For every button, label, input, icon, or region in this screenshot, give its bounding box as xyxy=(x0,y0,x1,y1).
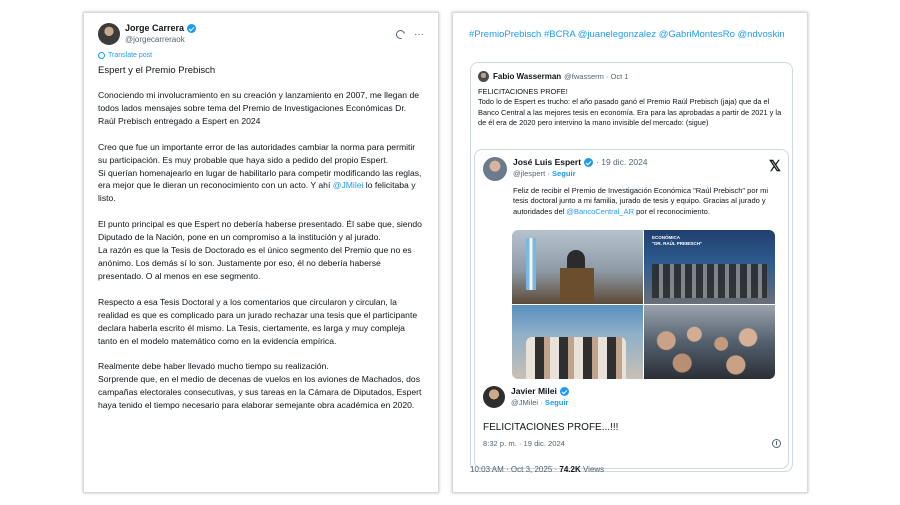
embedded-header xyxy=(475,150,788,181)
more-options-icon[interactable]: ··· xyxy=(414,28,424,40)
embedded-text-main: Feliz de recibir el Premio de Investigación Económica "Raúl Prebisch" por mi tesis doctoral junto a mi familia, jurado de tesis y equipo. Gracias al jurado y autoridades del xyxy=(513,186,769,216)
embedded-name-row xyxy=(513,157,648,168)
author-handle[interactable]: @jorgecarreraok xyxy=(125,35,185,44)
family-row xyxy=(526,337,626,379)
photo-family[interactable] xyxy=(512,305,643,379)
paragraph-2-text: Creo que fue un importante error de las autoridades cambiar la norma para permitir su participación. Es muy probable que haya sido a pedido del propio Espert. Si querían homenajearlo en lugar de habilitarlo para competir modificando las reglas, era mejor que le dieran un reconocimiento con un acto. Y ahí xyxy=(98,141,422,191)
header-actions xyxy=(396,29,424,40)
hashtags-mentions[interactable]: #PremioPrebisch #BCRA @juanelegonzalez @GabriMontesRo @ndvoskin xyxy=(469,29,785,40)
quote-meta: @fwasserm · Oct 1 xyxy=(564,72,629,81)
embedded-avatar[interactable] xyxy=(483,157,507,181)
group-row xyxy=(652,264,767,298)
mention-jmilei-link[interactable]: @JMilei xyxy=(332,180,364,191)
reply-name-row xyxy=(511,386,569,397)
reply-time[interactable]: 8:32 p. m. · 19 dic. 2024 xyxy=(483,439,565,448)
reply-handle[interactable]: @JMilei xyxy=(511,398,539,407)
author-name-row[interactable] xyxy=(125,23,196,34)
paragraph-2 xyxy=(98,141,424,206)
views-label: Views xyxy=(580,465,605,474)
post-title: Espert y el Premio Prebisch xyxy=(98,65,216,76)
translate-icon xyxy=(98,52,105,59)
info-icon[interactable] xyxy=(772,439,781,448)
reply-javier-milei xyxy=(483,386,781,448)
reply-time-row xyxy=(483,439,781,448)
verified-badge-icon xyxy=(187,24,196,33)
x-logo-icon[interactable]: 𝕏 xyxy=(768,158,781,175)
embedded-handle-row: @jlespert · Seguir xyxy=(513,169,576,178)
verified-badge-icon xyxy=(584,158,593,167)
follow-button[interactable]: Seguir xyxy=(551,169,576,178)
embedded-author-name[interactable]: José Luis Espert xyxy=(513,157,582,167)
quoted-post-fabio-wasserman[interactable] xyxy=(470,62,793,472)
photo-podium[interactable] xyxy=(512,230,643,304)
post-jorge-carrera xyxy=(83,12,439,493)
photo-grid xyxy=(512,230,775,379)
mention-bancocentral-link[interactable]: @BancoCentral_AR xyxy=(566,206,635,216)
reply-author-block xyxy=(511,386,569,408)
photo-banner-text: ECONÓMICA "DR. RAÚL PREBISCH" xyxy=(652,235,703,246)
paragraph-3: El punto principal es que Espert no debería haberse presentado. Él sabe que, siendo Diputado de la Nación, pone en un compromiso a la institución y al jurado. La razón es que la Tesis de Doctorado es el único segmento del Premio que no es anónimo. Los demás sí lo son. Justamente por eso, él no debería haberse presentado. O al menos en ese segmento. xyxy=(98,219,422,281)
quote-author-name[interactable]: Fabio Wasserman xyxy=(493,72,562,81)
post-body xyxy=(98,89,424,412)
paragraph-1: Conociendo mi involucramiento en su creación y lanzamiento en 2007, me llegan de todos lados mensajes sobre tema del Premio de Investigaciones Económicas Dr. Raúl Prebisch entregado a Espert en 2024 xyxy=(98,90,420,126)
post-header xyxy=(98,22,424,46)
grok-icon[interactable] xyxy=(394,28,406,40)
argentina-flag xyxy=(526,238,536,290)
reply-handle-row: @JMilei · Seguir xyxy=(511,398,569,407)
author-name[interactable]: Jorge Carrera xyxy=(125,23,185,33)
embedded-post-jose-luis-espert[interactable] xyxy=(474,149,789,469)
views-count: 74.2K xyxy=(559,465,581,474)
photo-selfie[interactable] xyxy=(644,305,775,379)
avatar[interactable] xyxy=(98,23,120,45)
translate-post-link[interactable] xyxy=(98,52,424,59)
embedded-text-tail: por el reconocimiento. xyxy=(634,206,710,216)
post-time[interactable]: 10:03 AM · Oct 3, 2025 · xyxy=(470,465,560,474)
translate-label: Translate post xyxy=(108,52,153,59)
reply-text: FELICITACIONES PROFE...!!! xyxy=(483,422,619,433)
embedded-handle[interactable]: @jlespert xyxy=(513,169,546,178)
paragraph-4: Respecto a esa Tesis Doctoral y a los comentarios que circularon y circulan, la realidad es que es complicado para un jurado rechazar una tesis que el participante declara haberla escrito él mismo. La Tesis, ciertamente, es larga y muy compleja tanto en el modelo matemático como en la evidencia empírica. xyxy=(98,296,418,346)
post-footer xyxy=(470,465,604,474)
post-hashtags-quote xyxy=(452,12,808,493)
author-block xyxy=(125,23,196,45)
quote-text: FELICITACIONES PROFE! Todo lo de Espert es trucho: el año pasado ganó el Premio Raúl Prebisch (jaja) que da el Banco Central a las mejores tesis en economía. Era para las aprobadas a partir de 2021 y la de él era de 2020 pero intervino la mano invisible del mercado: (sigue) xyxy=(478,87,782,128)
embedded-author-block xyxy=(513,157,648,179)
verified-badge-icon xyxy=(560,387,569,396)
photo-stage-group[interactable] xyxy=(644,230,775,304)
reply-avatar[interactable] xyxy=(483,386,505,408)
quote-header xyxy=(478,71,785,82)
paragraph-5: Realmente debe haber llevado mucho tiempo su realización. Sorprende que, en el medio de decenas de vuelos en los aviones de Machados, dos campañas electorales consecutivas, y sus tareas en la Cámara de Diputados, Espert haya tenido el tiempo necesario para elaborar semejante obra académica en 2020. xyxy=(98,361,422,411)
reply-header xyxy=(483,386,781,408)
paragraph-2-tail: lo felicitaba y listo. xyxy=(98,180,416,204)
reply-author-name[interactable]: Javier Milei xyxy=(511,386,557,396)
reply-follow-button[interactable]: Seguir xyxy=(544,398,569,407)
embedded-text xyxy=(513,186,780,217)
selfie-faces xyxy=(648,315,770,379)
quote-avatar[interactable] xyxy=(478,71,489,82)
podium xyxy=(560,268,594,302)
embedded-date: · 19 dic. 2024 xyxy=(596,157,648,167)
